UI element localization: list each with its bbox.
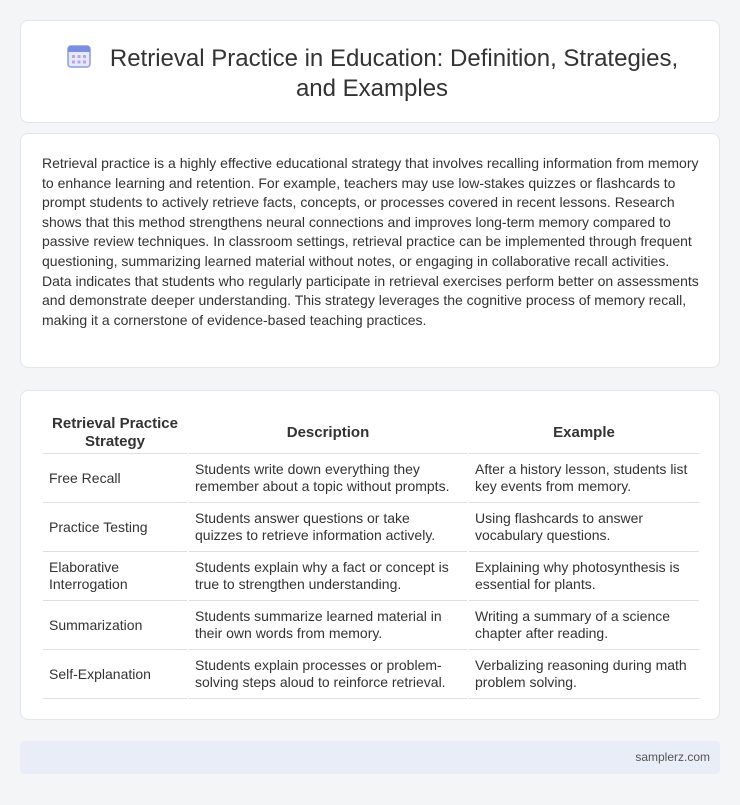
table-header-row [43, 413, 699, 454]
header-example: Example [468, 413, 699, 454]
cell-example: Verbalizing reasoning during math problem solving. [468, 650, 699, 699]
cell-strategy: Practice Testing [43, 503, 188, 552]
header-description: Description [188, 413, 468, 454]
table-row [43, 552, 699, 601]
page-title-text: Retrieval Practice in Education: Definition, Strategies, and Examples [109, 45, 679, 102]
calendar-icon [66, 43, 92, 69]
cell-strategy: Elaborative Interrogation [43, 552, 188, 601]
cell-strategy: Free Recall [43, 454, 188, 503]
cell-strategy: Summarization [43, 601, 188, 650]
table-row [43, 601, 699, 650]
table-card [20, 390, 720, 720]
table-row [43, 650, 699, 699]
intro-card [20, 133, 720, 368]
cell-example: Explaining why photosynthesis is essential for plants. [468, 552, 699, 601]
page-title [45, 43, 699, 104]
cell-description: Students explain processes or problem-solving steps aloud to reinforce retrieval. [188, 650, 468, 699]
intro-paragraph: Retrieval practice is a highly effective educational strategy that involves recalling information from memory to enhance learning and retention. For example, teachers may use low-stakes quizzes or flashcards to prompt students to actively retrieve facts, concepts, or processes covered in recent lessons. Research shows that this method strengthens neural connections and improves long-term memory compared to passive review techniques. In classroom settings, retrieval practice can be implemented through frequent questioning, summarizing learned material without notes, or engaging in collaborative recall activities. Data indicates that students who regularly participate in retrieval exercises perform better on assessments and demonstrate deeper understanding. This strategy leverages the cognitive process of memory recall, making it a cornerstone of evidence-based teaching practices. [42, 155, 699, 328]
table-row [43, 454, 699, 503]
cell-description: Students summarize learned material in their own words from memory. [188, 601, 468, 650]
table-row [43, 503, 699, 552]
header-strategy: Retrieval Practice Strategy [43, 413, 188, 454]
header-card [20, 20, 720, 123]
footer-site-link[interactable]: samplerz.com [635, 750, 710, 764]
footer [20, 741, 720, 774]
cell-description: Students write down everything they remember about a topic without prompts. [188, 454, 468, 503]
cell-example: Using flashcards to answer vocabulary questions. [468, 503, 699, 552]
cell-description: Students explain why a fact or concept is true to strengthen understanding. [188, 552, 468, 601]
cell-description: Students answer questions or take quizzes to retrieve information actively. [188, 503, 468, 552]
strategy-table [43, 413, 699, 699]
cell-strategy: Self-Explanation [43, 650, 188, 699]
cell-example: Writing a summary of a science chapter after reading. [468, 601, 699, 650]
cell-example: After a history lesson, students list key events from memory. [468, 454, 699, 503]
